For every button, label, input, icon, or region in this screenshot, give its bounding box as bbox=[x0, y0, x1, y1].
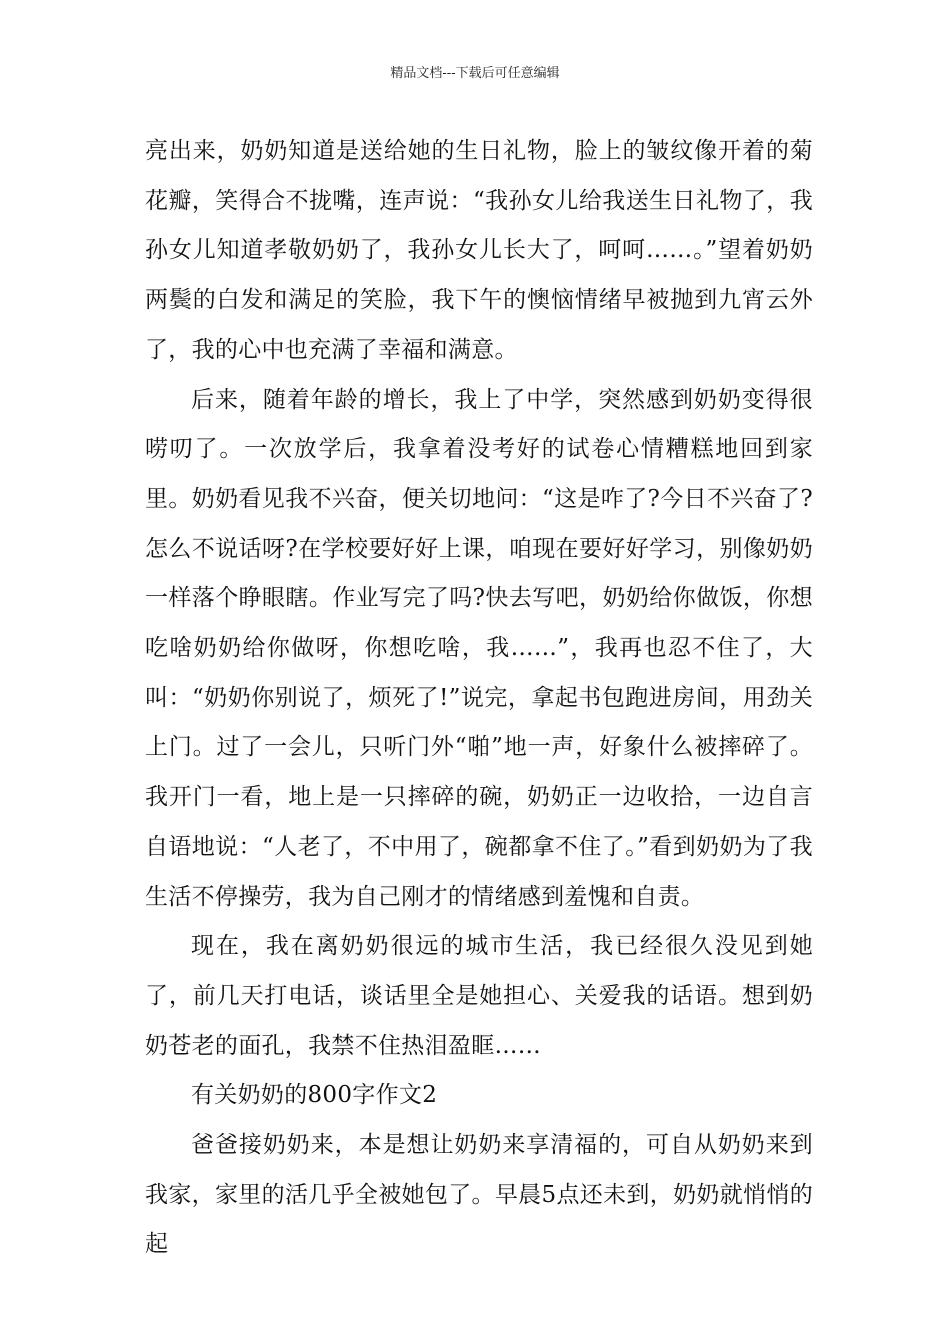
paragraph: 爸爸接奶奶来，本是想让奶奶来享清福的，可自从奶奶来到我家，家里的活几乎全被她包了。早晨5点还未到，奶奶就悄悄的起 bbox=[145, 1132, 813, 1258]
section-title: 有关奶奶的800字作文2 bbox=[191, 1082, 438, 1109]
paragraph-continuation: 亮出来，奶奶知道是送给她的生日礼物，脸上的皱纹像开着的菊花瓣，笑得合不拢嘴，连声说：“我孙女儿给我送生日礼物了，我孙女儿知道孝敬奶奶了，我孙女儿长大了，呵呵……。”望着奶奶两鬓的白发和满足的笑脸，我下午的懊恼情绪早被抛到九宵云外了，我的心中也充满了幸福和满意。 bbox=[145, 138, 813, 363]
paragraph: 后来，随着年龄的增长，我上了中学，突然感到奶奶变得很唠叨了。一次放学后，我拿着没考好的试卷心情糟糕地回到家里。奶奶看见我不兴奋，便关切地问：“这是咋了?今日不兴奋了?怎么不说话呀?在学校要好好上课，咱现在要好好学习，别像奶奶一样落个睁眼瞎。作业写完了吗?快去写吧，奶奶给你做饭，你想吃啥奶奶给你做呀，你想吃啥，我……”，我再也忍不住了，大叫：“奶奶你别说了，烦死了!”说完，拿起书包跑进房间，用劲关上门。过了一会儿，只听门外“啪”地一声，好象什么被摔碎了。我开门一看，地上是一只摔碎的碗，奶奶正一边收拾，一边自言自语地说：“人老了，不中用了，碗都拿不住了。”看到奶奶为了我生活不停操劳，我为自己刚才的情绪感到羞愧和自责。 bbox=[145, 386, 813, 910]
page-header: 精品文档---下载后可任意编辑 bbox=[390, 66, 560, 81]
paragraph: 现在，我在离奶奶很远的城市生活，我已经很久没见到她了，前几天打电话，谈话里全是她担心、关爱我的话语。想到奶奶苍老的面孔，我禁不住热泪盈眶…… bbox=[145, 933, 813, 1059]
document-body bbox=[145, 127, 813, 1270]
